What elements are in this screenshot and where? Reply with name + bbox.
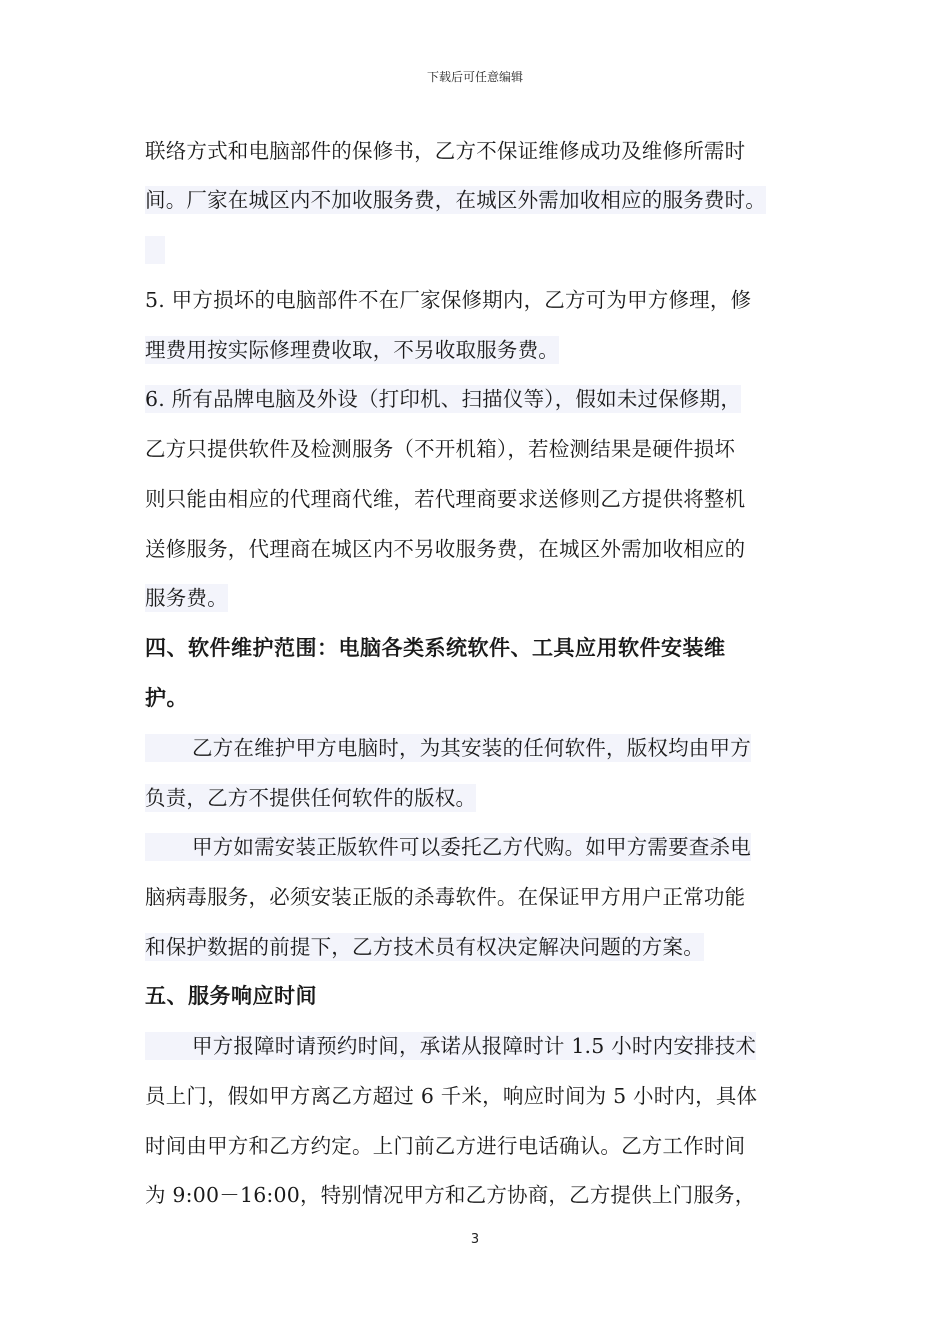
text-line: 乙方只提供软件及检测服务（不开机箱），若检测结果是硬件损坏 — [145, 437, 736, 461]
text-line: 为 9:00－16:00，特别情况甲方和乙方协商，乙方提供上门服务， — [145, 1183, 756, 1207]
text-line: 间。厂家在城区内不加收服务费，在城区外需加收相应的服务费时。 — [145, 188, 766, 212]
section-heading: 五、服务响应时间 — [145, 984, 317, 1008]
text-line: 理费用按实际修理费收取，不另收取服务费。 — [145, 338, 559, 362]
text-line: 服务费。 — [145, 586, 228, 610]
text-line: 6. 所有品牌电脑及外设（打印机、扫描仪等），假如未过保修期， — [145, 387, 742, 411]
text-line: 联络方式和电脑部件的保修书，乙方不保证维修成功及维修所需时 — [145, 139, 746, 163]
text-line: 送修服务，代理商在城区内不另收服务费，在城区外需加收相应的 — [145, 537, 746, 561]
empty-line — [145, 236, 165, 264]
text-line: 甲方如需安装正版软件可以委托乙方代购。如甲方需要查杀电 — [145, 833, 751, 861]
text-line: 和保护数据的前提下，乙方技术员有权决定解决问题的方案。 — [145, 935, 704, 959]
text-line: 负责，乙方不提供任何软件的版权。 — [145, 786, 477, 810]
text-line: 乙方在维护甲方电脑时，为其安装的任何软件，版权均由甲方 — [145, 734, 751, 762]
page-header: 下载后可任意编辑 — [426, 70, 523, 84]
text-line: 时间由甲方和乙方约定。上门前乙方进行电话确认。乙方工作时间 — [145, 1134, 746, 1158]
text-line: 则只能由相应的代理商代维，若代理商要求送修则乙方提供将整机 — [145, 487, 746, 511]
text-line: 5. 甲方损坏的电脑部件不在厂家保修期内，乙方可为甲方修理，修 — [145, 288, 752, 312]
section-heading: 四、软件维护范围：电脑各类系统软件、工具应用软件安装维 — [145, 636, 726, 660]
text-line: 员上门，假如甲方离乙方超过 6 千米，响应时间为 5 小时内，具体 — [145, 1084, 758, 1108]
text-line: 脑病毒服务，必须安装正版的杀毒软件。在保证甲方用户正常功能 — [145, 885, 746, 909]
text-line: 甲方报障时请预约时间，承诺从报障时计 1.5 小时内安排技术 — [145, 1032, 756, 1060]
page-number: 3 — [470, 1232, 480, 1247]
section-heading: 护。 — [145, 686, 188, 710]
